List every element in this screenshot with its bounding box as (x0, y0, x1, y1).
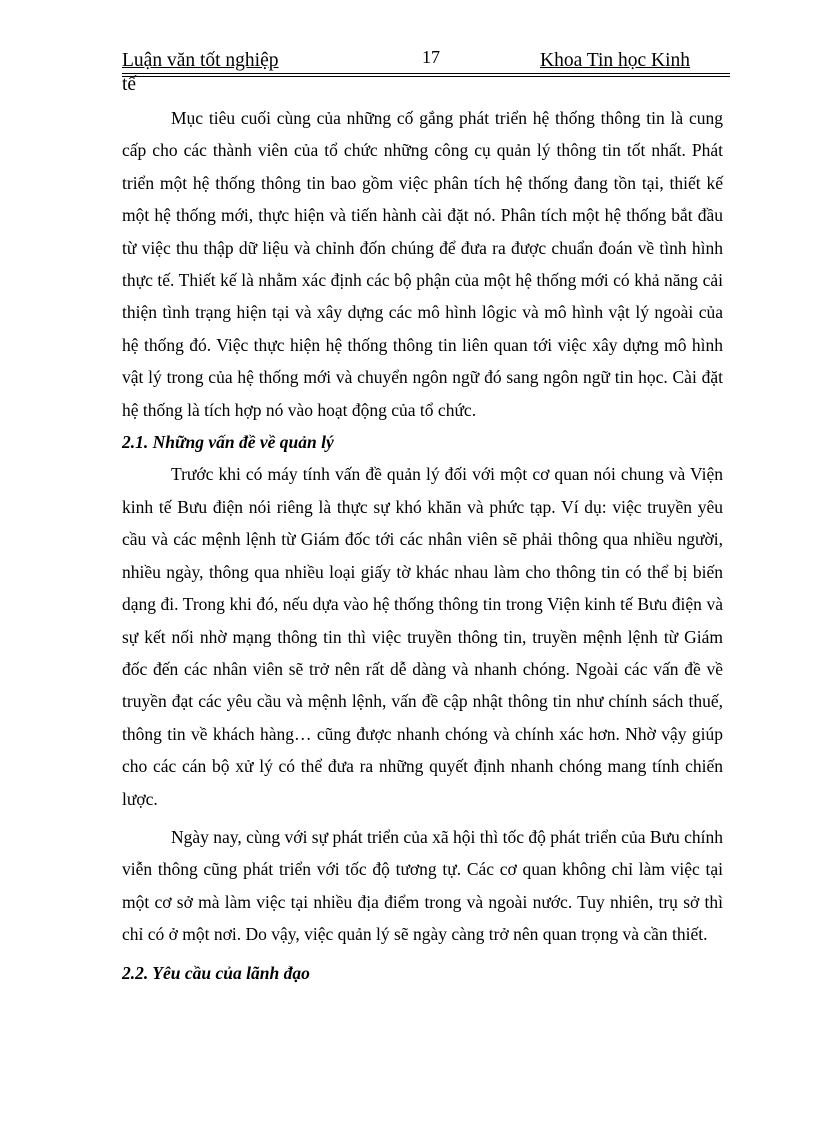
section-heading-leadership-requirements: 2.2. Yêu cầu của lãnh đạo (122, 962, 310, 983)
page-number: 17 (422, 47, 440, 67)
page-body (122, 102, 723, 989)
paragraph-nowadays: Ngày nay, cùng với sự phát triển của xã hội thì tốc độ phát triển của Bưu chính viễn thông cũng phát triển với tốc độ tương tự. Các cơ quan không chỉ làm việc tại một cơ sở mà làm việc tại nhiều địa điểm trong và ngoài nước. Tuy nhiên, trụ sở thì chỉ có ở một nơi. Do vậy, việc quản lý sẽ ngày càng trở nên quan trọng và cần thiết. (122, 826, 723, 945)
page-header (122, 47, 730, 95)
header-rule (122, 73, 730, 77)
header-faculty-continued: tế (122, 74, 137, 95)
header-faculty: Khoa Tin học Kinh (540, 50, 691, 71)
section-heading-management-issues: 2.1. Những vấn đề về quản lý (122, 432, 334, 453)
paragraph-before-computers: Trước khi có máy tính vấn đề quản lý đối với một cơ quan nói chung và Viện kinh tế Bưu điện nói riêng là thực sự khó khăn và phức tạp. Ví dụ: việc truyền yêu cầu và các mệnh lệnh từ Giám đốc tới các nhân viên sẽ phải thông qua nhiều người, nhiều ngày, thông qua nhiều loại giấy tờ khác nhau làm cho thông tin có thể bị biến dạng đi. Trong khi đó, nếu dựa vào hệ thống thông tin trong Viện kinh tế Bưu điện và sự kết nối nhờ mạng thông tin thì việc truyền thông tin, truyền mệnh lệnh từ Giám đốc đến các nhân viên sẽ trở nên rất dễ dàng và nhanh chóng. Ngoài các vấn đề về truyền đạt các yêu cầu và mệnh lệnh, vấn đề cập nhật thông tin như chính sách thuế, thông tin về khách hàng… cũng được nhanh chóng và chính xác hơn. Nhờ vậy giúp cho các cán bộ xử lý có thể đưa ra những quyết định nhanh chóng mang tính chiến lược. (122, 464, 723, 809)
header-thesis-title: Luận văn tốt nghiệp (122, 50, 279, 71)
paragraph-development-goal: Mục tiêu cuối cùng của những cố gắng phát triển hệ thống thông tin là cung cấp cho các thành viên của tổ chức những công cụ quản lý thông tin tốt nhất. Phát triển một hệ thống thông tin bao gồm việc phân tích hệ thống đang tồn tại, thiết kế một hệ thống mới, thực hiện và tiến hành cài đặt nó. Phân tích một hệ thống bắt đầu từ việc thu thập dữ liệu và chỉnh đốn chúng để đưa ra được chuẩn đoán về tình hình thực tế. Thiết kế là nhằm xác định các bộ phận của một hệ thống mới có khả năng cải thiện tình trạng hiện tại và xây dựng các mô hình lôgic và mô hình vật lý ngoài của hệ thống đó. Việc thực hiện hệ thống thông tin liên quan tới việc xây dựng mô hình vật lý trong của hệ thống mới và chuyển ngôn ngữ đó sang ngôn ngữ tin học. Cài đặt hệ thống là tích hợp nó vào hoạt động của tổ chức. (122, 108, 723, 420)
